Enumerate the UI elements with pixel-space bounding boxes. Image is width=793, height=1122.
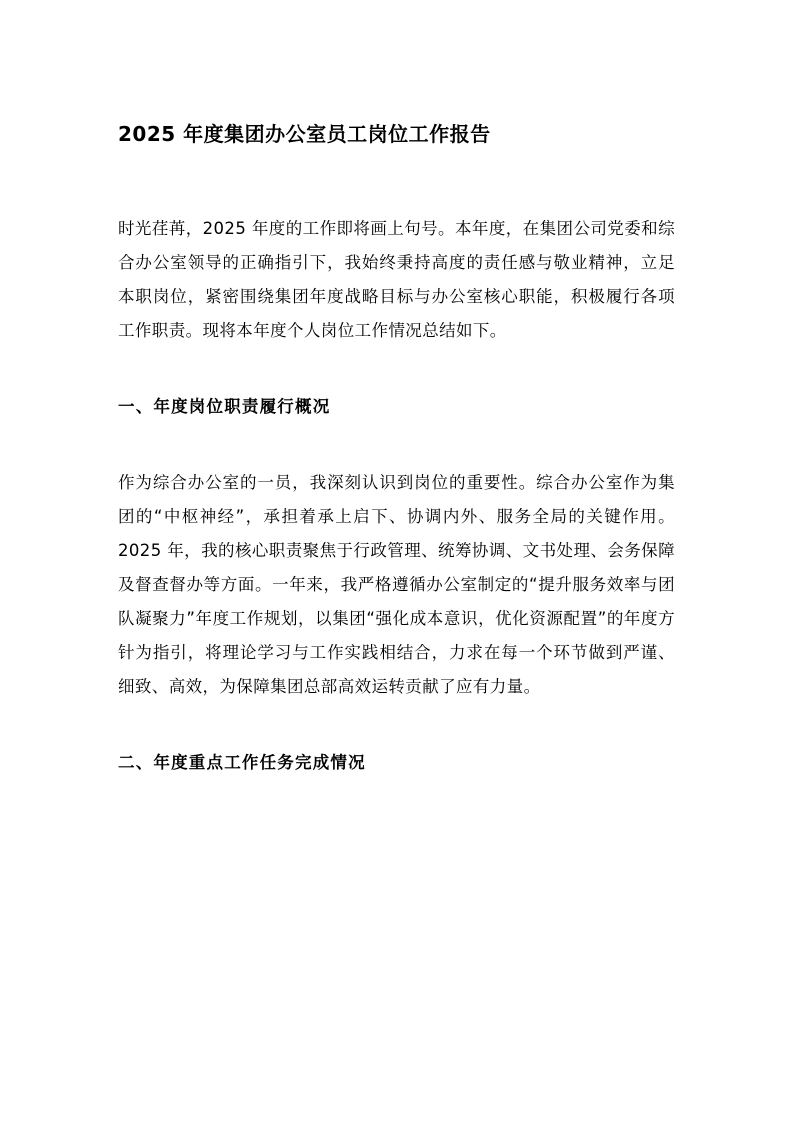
section-spacer	[118, 454, 675, 466]
paragraph-intro: 时光荏苒，2025 年度的工作即将画上句号。本年度，在集团公司党委和综合办公室领导的正确指引下，我始终秉持高度的责任感与敬业精神，立足本职岗位，紧密围绕集团年度战略目标与办公室核心职能，积极履行各项工作职责。现将本年度个人岗位工作情况总结如下。	[118, 219, 675, 340]
page-title: 2025 年度集团办公室员工岗位工作报告	[118, 122, 491, 146]
section-heading-2: 二、年度重点工作任务完成情况	[118, 752, 366, 772]
section-spacer	[118, 378, 675, 390]
paragraph-section-1-body: 作为综合办公室的一员，我深刻认识到岗位的重要性。综合办公室作为集团的“中枢神经”，承担着承上启下、协调内外、服务全局的关键作用。2025 年，我的核心职责聚焦于行政管理、统筹协调、文书处理、会务保障及督查督办等方面。一年来，我严格遵循办公室制定的“提升服务效率与团队凝聚力”年度工作规划，以集团“强化成本意识，优化资源配置”的年度方针为指引，将理论学习与工作实践相结合，力求在每一个环节做到严谨、细致、高效，为保障集团总部高效运转贡献了应有力量。	[118, 472, 675, 696]
section-heading-1: 一、年度岗位职责履行概况	[118, 396, 331, 416]
section-spacer	[118, 734, 675, 746]
